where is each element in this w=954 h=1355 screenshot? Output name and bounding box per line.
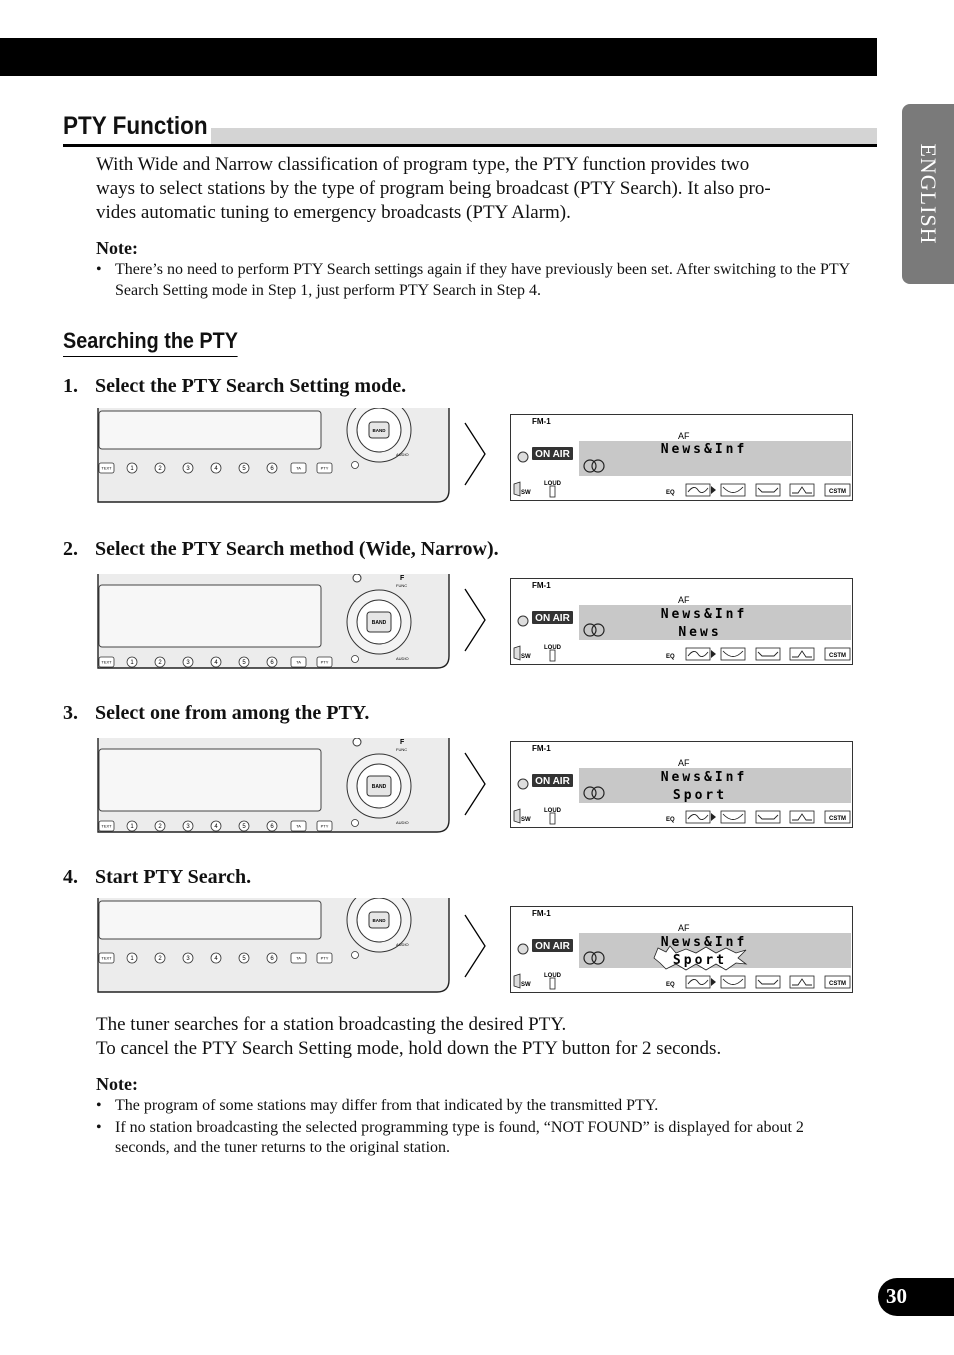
lcd-line-1: News&Inf: [660, 770, 748, 785]
preset-label: 2: [158, 824, 162, 830]
display-illustration-2: [510, 578, 853, 665]
eq-curve-icon: [721, 811, 745, 823]
preset-label: 6: [270, 466, 274, 472]
eq-curve-icon: [756, 976, 780, 988]
small-key: [352, 952, 359, 959]
page-number: 30: [886, 1284, 907, 1308]
subsection-title: Searching the PTY: [63, 327, 238, 357]
cstm-label: CSTM: [829, 489, 846, 495]
preset-label: 2: [158, 660, 162, 666]
preset-label: 1: [130, 660, 134, 666]
ta-key-label: TA: [296, 823, 301, 829]
fm-label: FM-1: [532, 581, 551, 590]
func-label: FUNC: [396, 583, 408, 588]
fm-label: FM-1: [532, 909, 551, 918]
step-1: 1. Select the PTY Search Setting mode.: [63, 375, 407, 397]
eq-label: EQ: [666, 817, 675, 823]
head-unit-illustration-1: [97, 408, 451, 504]
sw-label: SW: [521, 654, 531, 660]
ta-key-label: TA: [296, 465, 301, 471]
eq-curve-icon: [721, 648, 745, 660]
section-heading: [63, 110, 877, 146]
eq-label: EQ: [666, 982, 675, 988]
small-key: [352, 656, 359, 663]
fm-label: FM-1: [532, 417, 551, 426]
loud-label: LOUD: [544, 973, 561, 979]
preset-label: 1: [130, 824, 134, 830]
pty-key-label: PTY: [320, 465, 329, 471]
preset-label: 3: [186, 956, 190, 962]
band-label: BAND: [371, 784, 387, 790]
on-air-label: ON AIR: [535, 449, 570, 460]
intro-paragraph: With Wide and Narrow classification of program type, the PTY function provides two ways to select stations by the type of program being broadcast (PTY Search). It also pro- vides automatic tuning to emergency broadcasts (PTY Alarm).: [96, 154, 771, 223]
loud-label: LOUD: [544, 645, 561, 651]
func-label: FUNC: [396, 747, 408, 752]
preset-label: 2: [158, 956, 162, 962]
sw-label: SW: [521, 817, 531, 823]
text-key-label: TEXT: [101, 659, 112, 665]
preset-label: 1: [130, 466, 134, 472]
arrow-icon: [463, 913, 487, 979]
cstm-label: CSTM: [829, 981, 846, 987]
audio-label: AUDIO: [396, 942, 409, 947]
display-illustration-3: [510, 741, 853, 828]
note-label: Note:: [96, 238, 138, 258]
eq-curve-icon: [756, 811, 780, 823]
audio-label: AUDIO: [396, 820, 409, 825]
preset-label: 4: [214, 956, 218, 962]
pty-key-label: PTY: [320, 823, 329, 829]
preset-label: 3: [186, 466, 190, 472]
ta-key-label: TA: [296, 955, 301, 961]
step-3: 3. Select one from among the PTY.: [63, 702, 370, 724]
antenna-icon: [518, 779, 528, 789]
note-label-2: Note:: [96, 1074, 138, 1094]
unit-screen: [99, 585, 321, 647]
eq-curve-icon: [790, 976, 814, 988]
preset-label: 4: [214, 660, 218, 666]
antenna-icon: [518, 944, 528, 954]
note-list: [96, 260, 856, 302]
unit-screen: [99, 901, 321, 939]
on-air-label: ON AIR: [535, 941, 570, 952]
note-item: • There’s no need to perform PTY Search settings again if they have previously been set. After switching to the PTY Search Setting mode in Step 1, just perform PTY Search in Step 4.: [96, 260, 856, 301]
preset-label: 5: [242, 956, 246, 962]
small-key: [352, 462, 359, 469]
loud-label: LOUD: [544, 808, 561, 814]
af-label: AF: [678, 758, 690, 768]
preset-label: 1: [130, 956, 134, 962]
unit-screen: [99, 749, 321, 811]
note-item: • The program of some stations may differ from that indicated by the transmitted PTY.: [96, 1096, 856, 1117]
small-key: [352, 820, 359, 827]
eject-icon: [353, 738, 361, 746]
cstm-label: CSTM: [829, 816, 846, 822]
eq-curve-icon: [721, 976, 745, 988]
step-2: 2. Select the PTY Search method (Wide, Narrow).: [63, 538, 499, 560]
cstm-label: CSTM: [829, 653, 846, 659]
arrow-icon: [463, 421, 487, 487]
text-key-label: TEXT: [101, 465, 112, 471]
on-air-label: ON AIR: [535, 613, 570, 624]
preset-label: 4: [214, 824, 218, 830]
preset-label: 3: [186, 660, 190, 666]
head-unit-illustration-3: [97, 738, 451, 834]
sw-label: SW: [521, 490, 531, 496]
lcd-line-1: News&Inf: [660, 935, 748, 950]
step-4: 4. Start PTY Search.: [63, 866, 252, 888]
lcd-line-2: Sport: [672, 788, 728, 803]
head-unit-illustration-2: [97, 574, 451, 670]
f-label: F: [400, 739, 405, 746]
display-illustration-4: [510, 906, 853, 993]
section-title: PTY Function: [63, 112, 208, 140]
preset-label: 5: [242, 660, 246, 666]
result-paragraph: The tuner searches for a station broadcasting the desired PTY. To cancel the PTY Search Setting mode, hold down the PTY button for 2 seconds.: [96, 1014, 722, 1059]
pty-key-label: PTY: [320, 955, 329, 961]
eject-icon: [353, 574, 361, 582]
af-label: AF: [678, 431, 690, 441]
lcd-line-2: News: [678, 625, 722, 640]
arrow-icon: [463, 587, 487, 653]
speaker-icon: [514, 646, 520, 660]
sw-label: SW: [521, 982, 531, 988]
antenna-icon: [518, 616, 528, 626]
preset-label: 5: [242, 824, 246, 830]
lcd-line-1: News&Inf: [660, 607, 748, 622]
note-item: • If no station broadcasting the selected programming type is found, “NOT FOUND” is displayed for about 2 seconds, and the tuner returns to the original station.: [96, 1118, 856, 1159]
band-label: BAND: [372, 918, 386, 923]
preset-label: 2: [158, 466, 162, 472]
text-key-label: TEXT: [101, 823, 112, 829]
fm-label: FM-1: [532, 744, 551, 753]
audio-label: AUDIO: [396, 656, 409, 661]
head-unit-illustration-4: [97, 898, 451, 994]
speaker-icon: [514, 974, 520, 988]
antenna-icon: [518, 452, 528, 462]
display-illustration-1: [510, 414, 853, 501]
eq-curve-icon: [790, 484, 814, 496]
loud-label: LOUD: [544, 481, 561, 487]
preset-label: 6: [270, 956, 274, 962]
speaker-icon: [514, 809, 520, 823]
ta-key-label: TA: [296, 659, 301, 665]
af-label: AF: [678, 595, 690, 605]
preset-label: 6: [270, 824, 274, 830]
eq-label: EQ: [666, 654, 675, 660]
unit-screen: [99, 411, 321, 449]
eq-curve-icon: [790, 811, 814, 823]
preset-label: 4: [214, 466, 218, 472]
text-key-label: TEXT: [101, 955, 112, 961]
eq-curve-icon: [721, 484, 745, 496]
on-air-label: ON AIR: [535, 776, 570, 787]
af-label: AF: [678, 923, 690, 933]
eq-curve-icon: [790, 648, 814, 660]
band-label: BAND: [371, 620, 387, 626]
page-number-badge: [878, 1278, 954, 1316]
eq-curve-icon: [756, 484, 780, 496]
preset-label: 6: [270, 660, 274, 666]
preset-label: 5: [242, 466, 246, 472]
band-label: BAND: [372, 428, 386, 433]
language-tab: [902, 104, 954, 284]
audio-label: AUDIO: [396, 452, 409, 457]
preset-label: 3: [186, 824, 190, 830]
f-label: F: [400, 575, 405, 582]
language-tab-label: ENGLISH: [916, 143, 941, 245]
lcd-line-2: Sport: [672, 953, 728, 968]
speaker-icon: [514, 482, 520, 496]
header-bar: [0, 38, 877, 76]
eq-label: EQ: [666, 490, 675, 496]
lcd-line-1: News&Inf: [660, 442, 748, 457]
note-list-2: [96, 1096, 856, 1160]
pty-key-label: PTY: [320, 659, 329, 665]
eq-curve-icon: [756, 648, 780, 660]
arrow-icon: [463, 751, 487, 817]
